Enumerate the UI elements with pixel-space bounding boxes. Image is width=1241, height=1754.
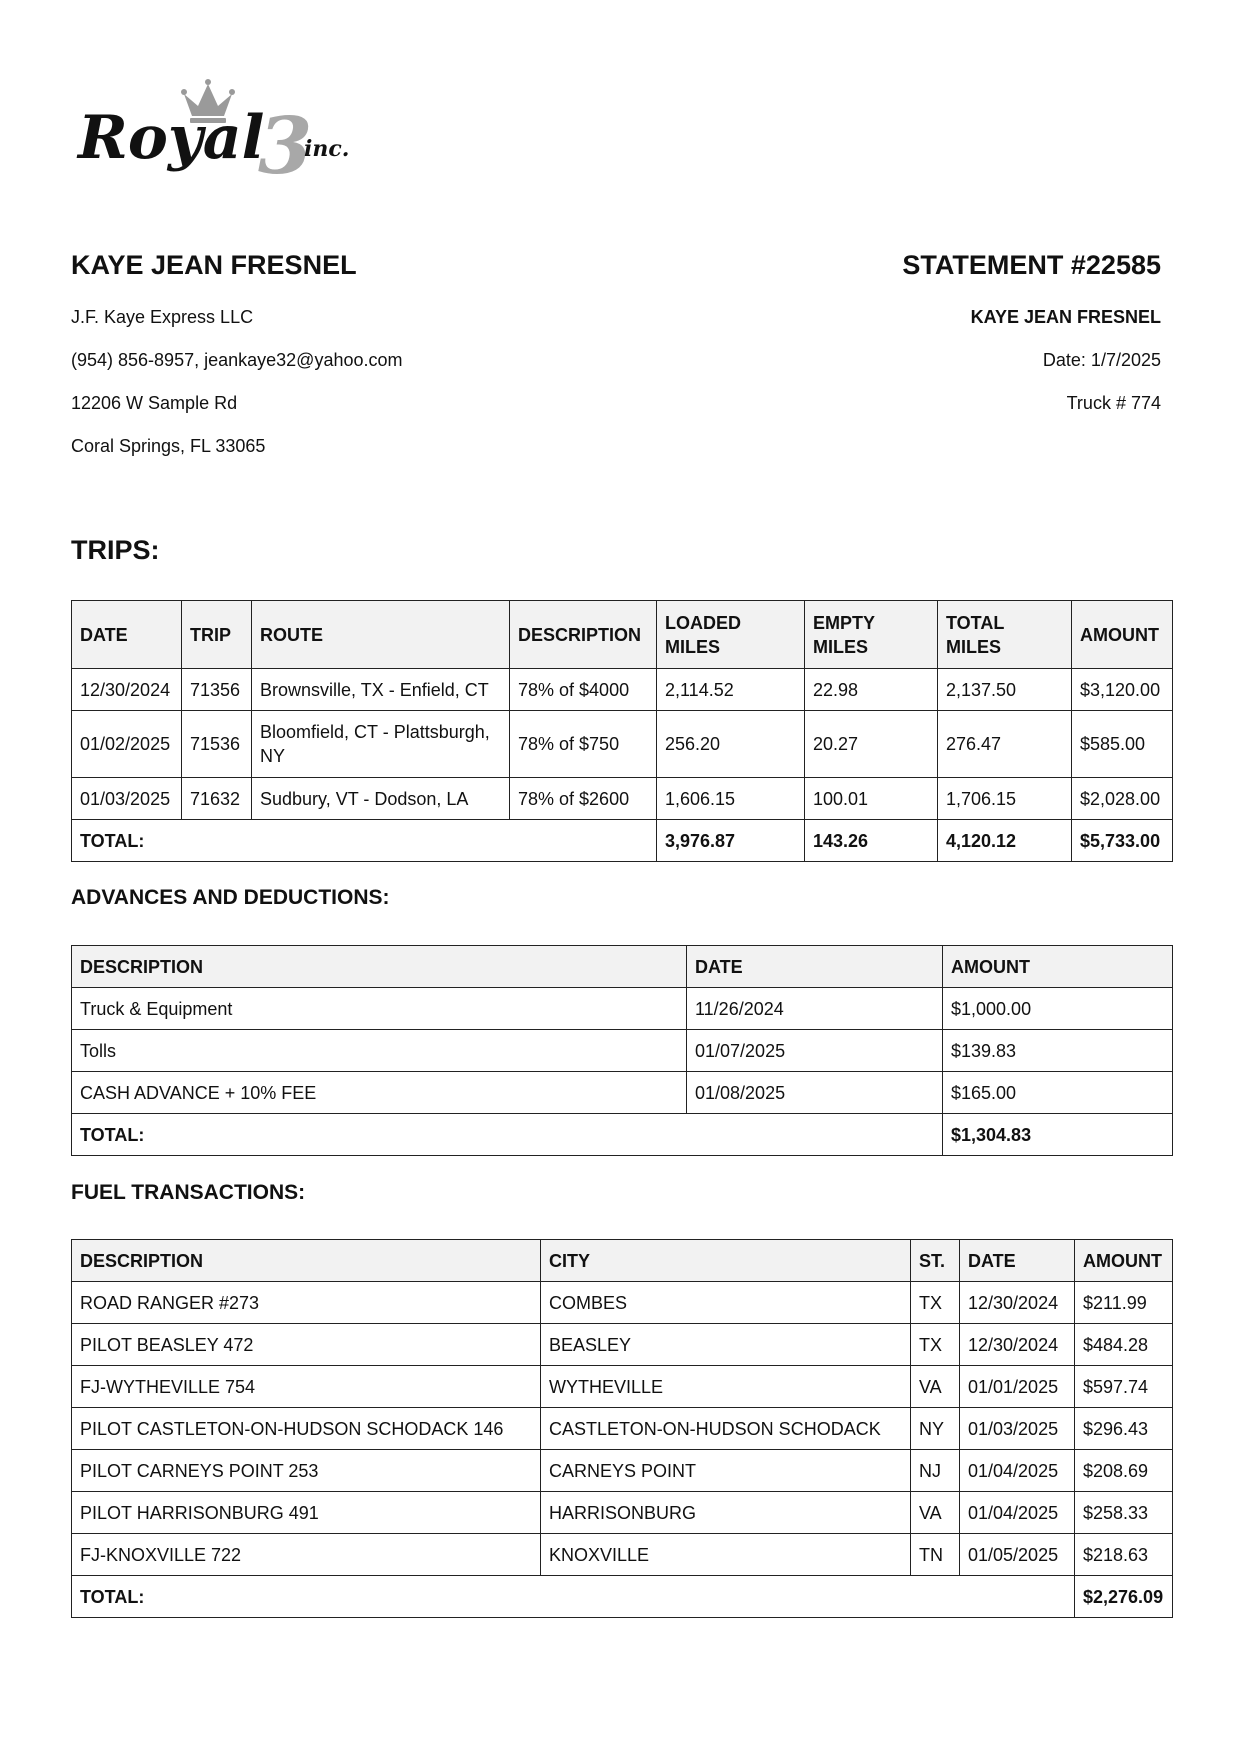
royal3-logo [76,78,386,193]
trips-table [71,600,1173,862]
total-amount: $1,304.83 [943,1114,1173,1156]
fuel-date: 12/30/2024 [960,1282,1075,1324]
trip-date: 01/03/2025 [72,778,182,820]
fuel-amount: $218.63 [1075,1534,1173,1576]
trip-total-miles: 2,137.50 [938,669,1072,711]
trip-date: 01/02/2025 [72,711,182,778]
table-header-row [72,1240,1173,1282]
column-header: DATE [687,946,943,988]
fuel-state: NJ [911,1450,960,1492]
trip-amount: $3,120.00 [1072,669,1173,711]
fuel-city: KNOXVILLE [541,1534,911,1576]
fuel-amount: $211.99 [1075,1282,1173,1324]
column-header: CITY [541,1240,911,1282]
trip-description: 78% of $4000 [510,669,657,711]
trip-description: 78% of $2600 [510,778,657,820]
column-header: AMOUNT [1075,1240,1173,1282]
fuel-amount: $296.43 [1075,1408,1173,1450]
fuel-state: VA [911,1366,960,1408]
total-label: TOTAL: [72,1114,943,1156]
column-header: ROUTE [252,601,510,669]
trip-empty-miles: 22.98 [805,669,938,711]
table-row [72,1282,1173,1324]
column-header: DESCRIPTION [510,601,657,669]
trip-description: 78% of $750 [510,711,657,778]
advances-total-row [72,1114,1173,1156]
table-row [72,1534,1173,1576]
fuel-title: FUEL TRANSACTIONS: [71,1181,306,1204]
fuel-description: PILOT BEASLEY 472 [72,1324,541,1366]
table-row [72,1072,1173,1114]
fuel-date: 01/04/2025 [960,1492,1075,1534]
statement-driver-name: KAYE JEAN FRESNEL [970,307,1161,327]
statement-date: Date: 1/7/2025 [1042,350,1161,370]
fuel-date: 12/30/2024 [960,1324,1075,1366]
fuel-state: TN [911,1534,960,1576]
advance-description: CASH ADVANCE + 10% FEE [72,1072,687,1114]
contact-info: (954) 856-8957, jeankaye32@yahoo.com [71,350,403,370]
total-amount: $5,733.00 [1072,820,1173,862]
advance-amount: $165.00 [943,1072,1173,1114]
trip-loaded-miles: 2,114.52 [657,669,805,711]
trip-empty-miles: 100.01 [805,778,938,820]
fuel-city: CASTLETON-ON-HUDSON SCHODACK [541,1408,911,1450]
column-header: AMOUNT [943,946,1173,988]
truck-number: Truck # 774 [1066,393,1161,413]
table-row [72,669,1173,711]
trip-date: 12/30/2024 [72,669,182,711]
fuel-city: BEASLEY [541,1324,911,1366]
table-row [72,1450,1173,1492]
fuel-date: 01/04/2025 [960,1450,1075,1492]
fuel-state: NY [911,1408,960,1450]
advance-date: 01/07/2025 [687,1030,943,1072]
advance-amount: $1,000.00 [943,988,1173,1030]
column-header: TRIP [182,601,252,669]
trip-empty-miles: 20.27 [805,711,938,778]
fuel-city: COMBES [541,1282,911,1324]
column-header: AMOUNT [1072,601,1173,669]
table-row [72,1366,1173,1408]
table-row [72,711,1173,778]
total-empty-miles: 143.26 [805,820,938,862]
table-row [72,1408,1173,1450]
column-header: TOTAL MILES [938,601,1072,669]
fuel-description: PILOT HARRISONBURG 491 [72,1492,541,1534]
advance-description: Tolls [72,1030,687,1072]
fuel-amount: $484.28 [1075,1324,1173,1366]
trip-number: 71356 [182,669,252,711]
fuel-city: HARRISONBURG [541,1492,911,1534]
statement-number: STATEMENT #22585 [902,250,1161,280]
advance-date: 11/26/2024 [687,988,943,1030]
table-row [72,1492,1173,1534]
trip-loaded-miles: 1,606.15 [657,778,805,820]
fuel-description: PILOT CARNEYS POINT 253 [72,1450,541,1492]
trips-title: TRIPS: [71,535,160,565]
table-row [72,778,1173,820]
advance-amount: $139.83 [943,1030,1173,1072]
address-line-1: 12206 W Sample Rd [71,393,238,413]
total-loaded-miles: 3,976.87 [657,820,805,862]
fuel-description: ROAD RANGER #273 [72,1282,541,1324]
total-label: TOTAL: [72,820,657,862]
fuel-date: 01/05/2025 [960,1534,1075,1576]
table-row [72,1030,1173,1072]
advance-date: 01/08/2025 [687,1072,943,1114]
trip-number: 71632 [182,778,252,820]
company-name: J.F. Kaye Express LLC [71,307,254,327]
logo-suffix: inc. [304,136,350,162]
column-header: EMPTY MILES [805,601,938,669]
fuel-description: PILOT CASTLETON-ON-HUDSON SCHODACK 146 [72,1408,541,1450]
fuel-state: TX [911,1282,960,1324]
trips-total-row [72,820,1173,862]
fuel-date: 01/03/2025 [960,1408,1075,1450]
fuel-amount: $208.69 [1075,1450,1173,1492]
fuel-amount: $258.33 [1075,1492,1173,1534]
trip-total-miles: 1,706.15 [938,778,1072,820]
trip-route: Sudbury, VT - Dodson, LA [252,778,510,820]
total-label: TOTAL: [72,1576,1075,1618]
fuel-amount: $597.74 [1075,1366,1173,1408]
fuel-description: FJ-KNOXVILLE 722 [72,1534,541,1576]
column-header: DESCRIPTION [72,1240,541,1282]
column-header: LOADED MILES [657,601,805,669]
table-header-row [72,946,1173,988]
fuel-state: VA [911,1492,960,1534]
fuel-total-row [72,1576,1173,1618]
address-line-2: Coral Springs, FL 33065 [71,436,266,456]
trip-loaded-miles: 256.20 [657,711,805,778]
driver-name: KAYE JEAN FRESNEL [71,250,357,280]
column-header: ST. [911,1240,960,1282]
column-header: DATE [960,1240,1075,1282]
column-header: DATE [72,601,182,669]
advances-title: ADVANCES AND DEDUCTIONS: [71,886,390,909]
trip-total-miles: 276.47 [938,711,1072,778]
table-row [72,988,1173,1030]
table-row [72,1324,1173,1366]
advances-table [71,945,1173,1156]
trip-number: 71536 [182,711,252,778]
trip-amount: $585.00 [1072,711,1173,778]
fuel-city: CARNEYS POINT [541,1450,911,1492]
trip-amount: $2,028.00 [1072,778,1173,820]
logo-wordmark: Royal [78,103,265,173]
table-header-row [72,601,1173,669]
fuel-description: FJ-WYTHEVILLE 754 [72,1366,541,1408]
fuel-date: 01/01/2025 [960,1366,1075,1408]
fuel-city: WYTHEVILLE [541,1366,911,1408]
fuel-state: TX [911,1324,960,1366]
advance-description: Truck & Equipment [72,988,687,1030]
logo-numeral: 3 [258,101,313,192]
fuel-table [71,1239,1173,1618]
column-header: DESCRIPTION [72,946,687,988]
trip-route: Brownsville, TX - Enfield, CT [252,669,510,711]
total-miles: 4,120.12 [938,820,1072,862]
trip-route: Bloomfield, CT - Plattsburgh, NY [252,711,510,778]
total-amount: $2,276.09 [1075,1576,1173,1618]
